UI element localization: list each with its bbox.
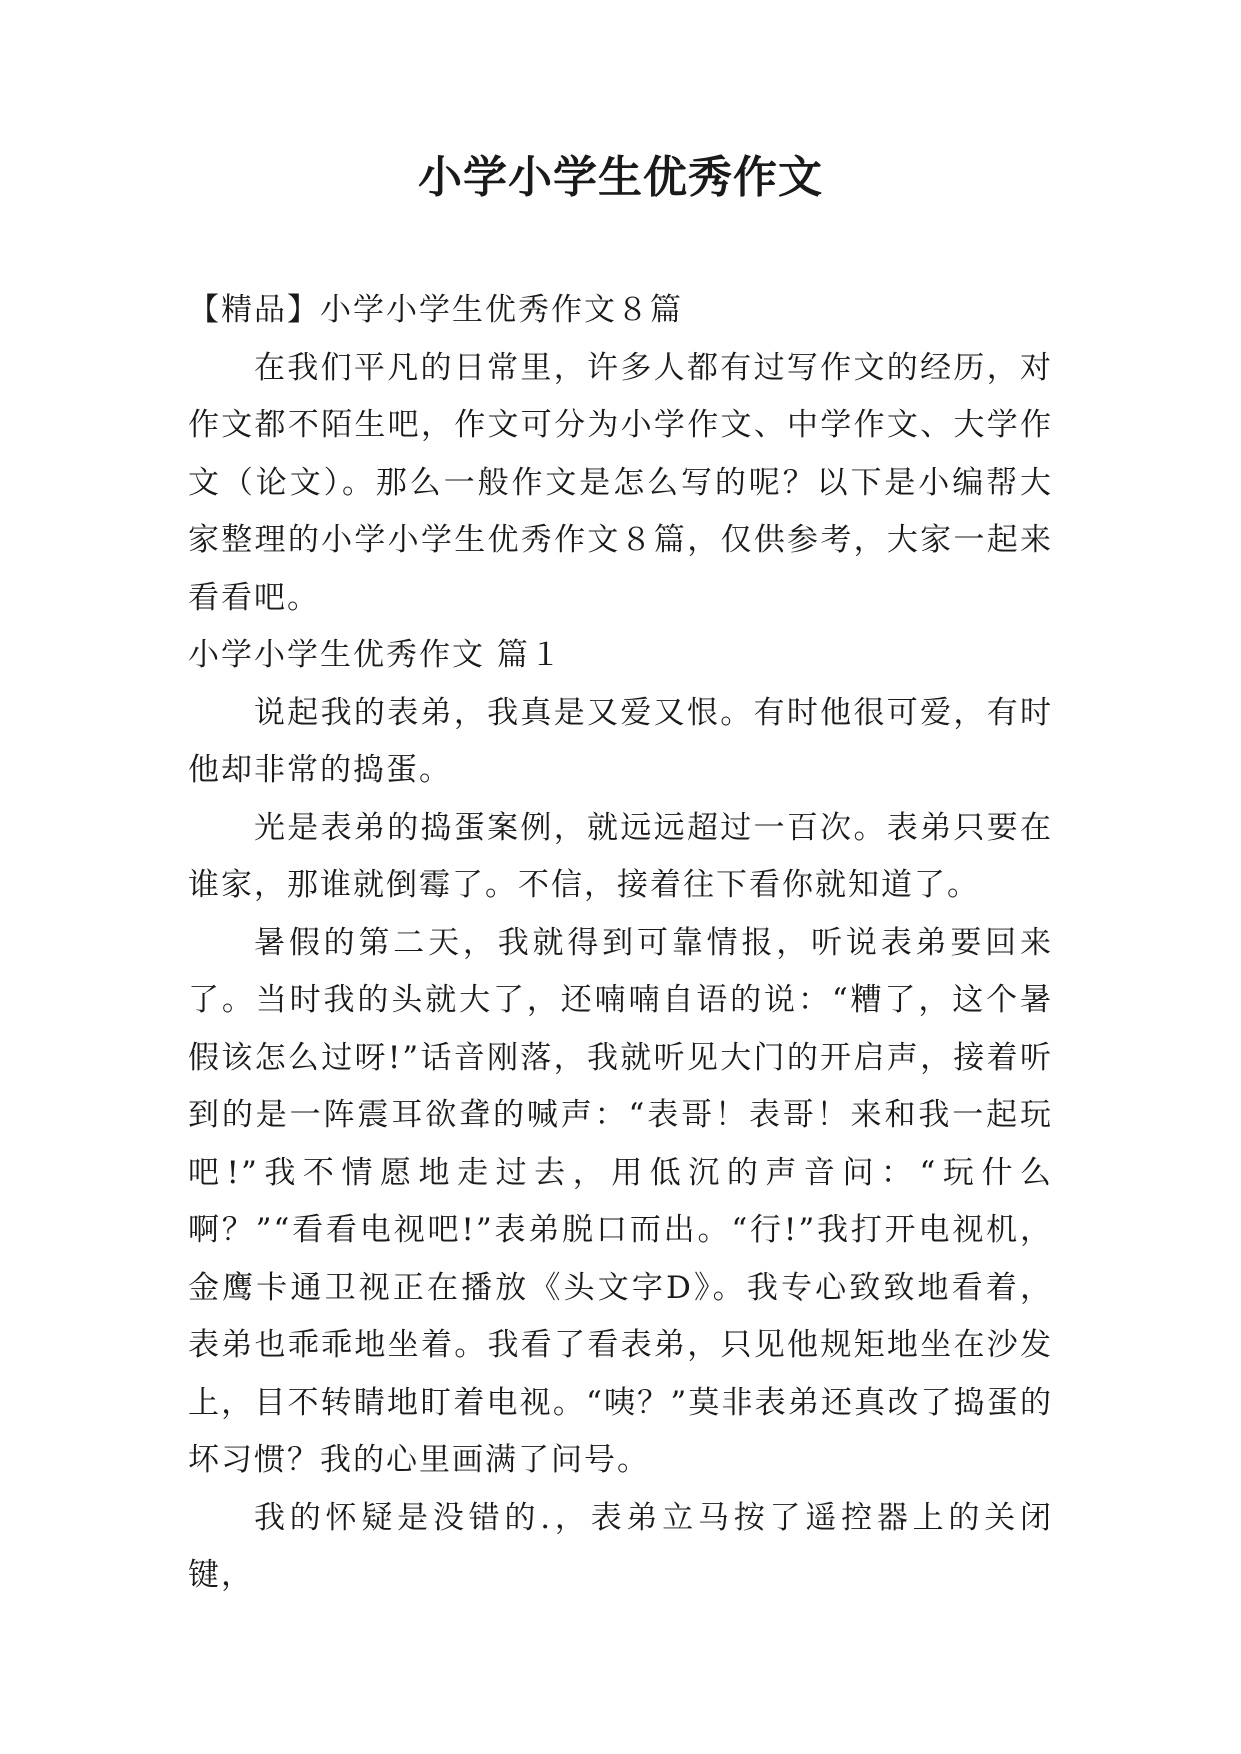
- intro-paragraph: 在我们平凡的日常里，许多人都有过写作文的经历，对作文都不陌生吧，作文可分为小学作文、中学作文、大学作文（论文）。那么一般作文是怎么写的呢？以下是小编帮大家整理的小学小学生优秀作文８篇，仅供参考，大家一起来看看吧。: [188, 349, 1053, 616]
- body-paragraph: 说起我的表弟，我真是又爱又恨。有时他很可爱，有时他却非常的捣蛋。: [188, 694, 1053, 788]
- body-paragraph: 我的怀疑是没错的.，表弟立马按了遥控器上的关闭键，: [188, 1499, 1053, 1593]
- document-title: 小学小学生优秀作文: [418, 152, 823, 203]
- body-paragraph: 光是表弟的捣蛋案例，就远远超过一百次。表弟只要在谁家，那谁就倒霉了。不信，接着往下看你就知道了。: [188, 809, 1053, 903]
- body-paragraph: 暑假的第二天，我就得到可靠情报，听说表弟要回来了。当时我的头就大了，还喃喃自语的说：“糟了，这个暑假该怎么过呀!”话音刚落，我就听见大门的开启声，接着听到的是一阵震耳欲聋的喊声：“表哥！表哥！来和我一起玩吧!”我不情愿地走过去，用低沉的声音问：“玩什么啊？”“看看电视吧!”表弟脱口而出。“行!”我打开电视机，金鹰卡通卫视正在播放《头文字D》。我专心致致地看着，表弟也乖乖地坐着。我看了看表弟，只见他规矩地坐在沙发上，目不转睛地盯着电视。“咦？”莫非表弟还真改了捣蛋的坏习惯？我的心里画满了问号。: [188, 924, 1053, 1478]
- section-heading: 小学小学生优秀作文 篇１: [188, 637, 563, 673]
- document-body: [188, 282, 1053, 1605]
- heading-line: 【精品】小学小学生优秀作文８篇: [188, 292, 683, 328]
